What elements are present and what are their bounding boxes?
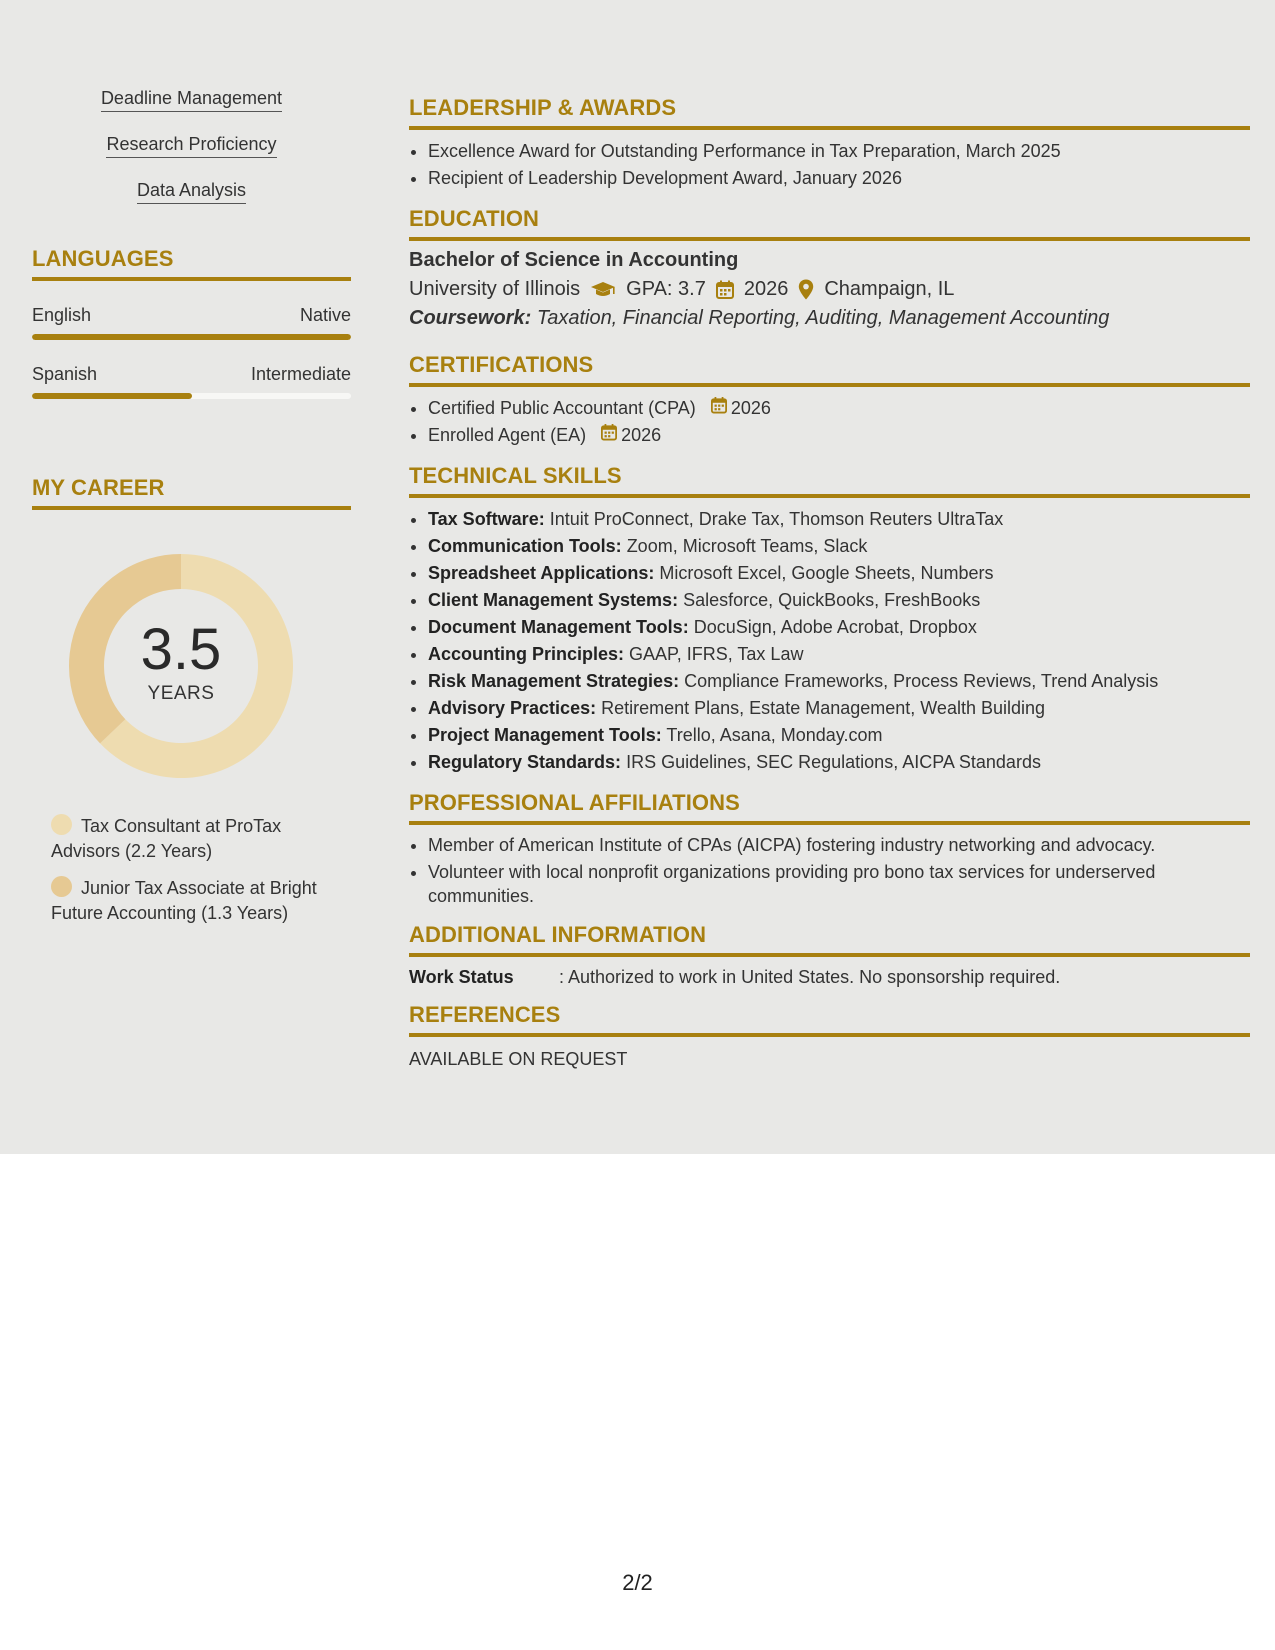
language-level: Native [299, 305, 351, 325]
left-column [32, 88, 351, 938]
school-name: University of Illinois [409, 278, 581, 300]
list-item [428, 506, 1250, 533]
career-legend-item [51, 876, 321, 926]
skill-category: Document Management Tools: [428, 617, 689, 637]
coursework [409, 307, 1250, 330]
map-pin-icon [798, 279, 814, 300]
skill-category: Client Management Systems: [428, 590, 679, 610]
skill-category: Risk Management Strategies: [428, 671, 680, 691]
list-item [428, 533, 1250, 560]
legend-dot [51, 876, 72, 897]
additional-info-heading: ADDITIONAL INFORMATION [409, 922, 1250, 957]
right-column [409, 95, 1250, 1070]
language-item [32, 305, 351, 340]
graduation-year: 2026 [743, 278, 789, 300]
work-status-label: Work Status [409, 967, 514, 987]
affiliations-heading: PROFESSIONAL AFFILIATIONS [409, 790, 1250, 825]
certifications-heading: CERTIFICATIONS [409, 352, 1250, 387]
graduation-cap-icon [590, 281, 616, 299]
career-legend-label: Tax Consultant at ProTax Advisors (2.2 Years) [51, 816, 282, 861]
skill-values: IRS Guidelines, SEC Regulations, AICPA Standards [626, 752, 1041, 772]
leadership-heading: LEADERSHIP & AWARDS [409, 95, 1250, 130]
language-bar-fill [32, 393, 192, 399]
list-item [428, 560, 1250, 587]
references-heading: REFERENCES [409, 1002, 1250, 1037]
list-item [428, 749, 1250, 776]
skill-category: Accounting Principles: [428, 644, 625, 664]
affiliations-list [409, 833, 1250, 908]
skill-values: DocuSign, Adobe Acrobat, Dropbox [693, 617, 977, 637]
language-level: Intermediate [250, 364, 351, 384]
skill-item: Data Analysis [137, 180, 246, 204]
certification-name: Enrolled Agent (EA) [428, 425, 587, 445]
skill-values: Retirement Plans, Estate Management, Wealth Building [601, 698, 1046, 718]
skill-category: Tax Software: [428, 509, 545, 529]
language-item [32, 364, 351, 399]
list-item: • Member of American Institute of CPAs (AICPA) fostering industry networking and advocacy. [428, 833, 1250, 857]
technical-skills-list [409, 506, 1250, 776]
certification-item [428, 422, 1250, 449]
list-item: • Excellence Award for Outstanding Performance in Tax Preparation, March 2025 [428, 138, 1250, 165]
skill-values: Microsoft Excel, Google Sheets, Numbers [659, 563, 994, 583]
calendar-icon [601, 422, 621, 449]
languages-heading: LANGUAGES [32, 246, 351, 281]
work-status-row [409, 967, 1250, 988]
career-unit: YEARS [147, 683, 215, 704]
skill-values: Zoom, Microsoft Teams, Slack [626, 536, 868, 556]
gpa: GPA: 3.7 [626, 278, 706, 300]
list-item [428, 668, 1250, 695]
career-legend-label: Junior Tax Associate at Bright Future Accounting (1.3 Years) [51, 878, 317, 923]
career-heading: MY CAREER [32, 475, 351, 510]
certification-item [428, 395, 1250, 422]
location: Champaign, IL [824, 278, 955, 300]
language-name: Spanish [32, 364, 98, 384]
technical-skills-heading: TECHNICAL SKILLS [409, 463, 1250, 498]
skill-category: Communication Tools: [428, 536, 622, 556]
list-item [428, 695, 1250, 722]
calendar-icon [711, 395, 731, 422]
certification-year: 2026 [621, 425, 662, 445]
skill-category: Spreadsheet Applications: [428, 563, 655, 583]
references-text: AVAILABLE ON REQUEST [409, 1049, 628, 1069]
list-item [428, 722, 1250, 749]
career-legend-item [51, 814, 321, 864]
skill-item: Deadline Management [101, 88, 282, 112]
skill-values: GAAP, IFRS, Tax Law [629, 644, 804, 664]
education-heading: EDUCATION [409, 206, 1250, 241]
list-item [428, 587, 1250, 614]
skill-category: Regulatory Standards: [428, 752, 622, 772]
legend-dot [51, 814, 72, 835]
list-item [428, 614, 1250, 641]
skill-category: Project Management Tools: [428, 725, 662, 745]
list-item [428, 641, 1250, 668]
education-details [409, 278, 1250, 301]
skill-item: Research Proficiency [106, 134, 276, 158]
coursework-label: Coursework: [409, 307, 532, 329]
list-item: • Volunteer with local nonprofit organizations providing pro bono tax services for underserved communities. [428, 860, 1250, 908]
skill-values: Salesforce, QuickBooks, FreshBooks [683, 590, 981, 610]
certification-name: Certified Public Accountant (CPA) [428, 398, 696, 418]
skill-category: Advisory Practices: [428, 698, 597, 718]
skill-values: Compliance Frameworks, Process Reviews, Trend Analysis [684, 671, 1159, 691]
list-item: • Recipient of Leadership Development Award, January 2026 [428, 165, 1250, 192]
language-name: English [32, 305, 92, 325]
calendar-icon [716, 280, 734, 299]
career-total-years: 3.5 [140, 617, 222, 682]
language-bar-fill [32, 334, 351, 340]
coursework-list: Taxation, Financial Reporting, Auditing, Management Accounting [536, 307, 1110, 329]
degree-title: Bachelor of Science in Accounting [409, 249, 739, 271]
skill-list [32, 88, 351, 204]
certifications-list [409, 395, 1250, 449]
leadership-list [409, 138, 1250, 192]
skill-values: Intuit ProConnect, Drake Tax, Thomson Reuters UltraTax [549, 509, 1004, 529]
language-bar [32, 393, 351, 399]
page-number: 2/2 [622, 1570, 653, 1595]
certification-year: 2026 [730, 398, 771, 418]
skill-values: Trello, Asana, Monday.com [666, 725, 883, 745]
language-bar [32, 334, 351, 340]
career-donut-chart [67, 552, 295, 780]
career-legend [32, 814, 351, 926]
work-status-value: : Authorized to work in United States. No sponsorship required. [559, 967, 1061, 987]
